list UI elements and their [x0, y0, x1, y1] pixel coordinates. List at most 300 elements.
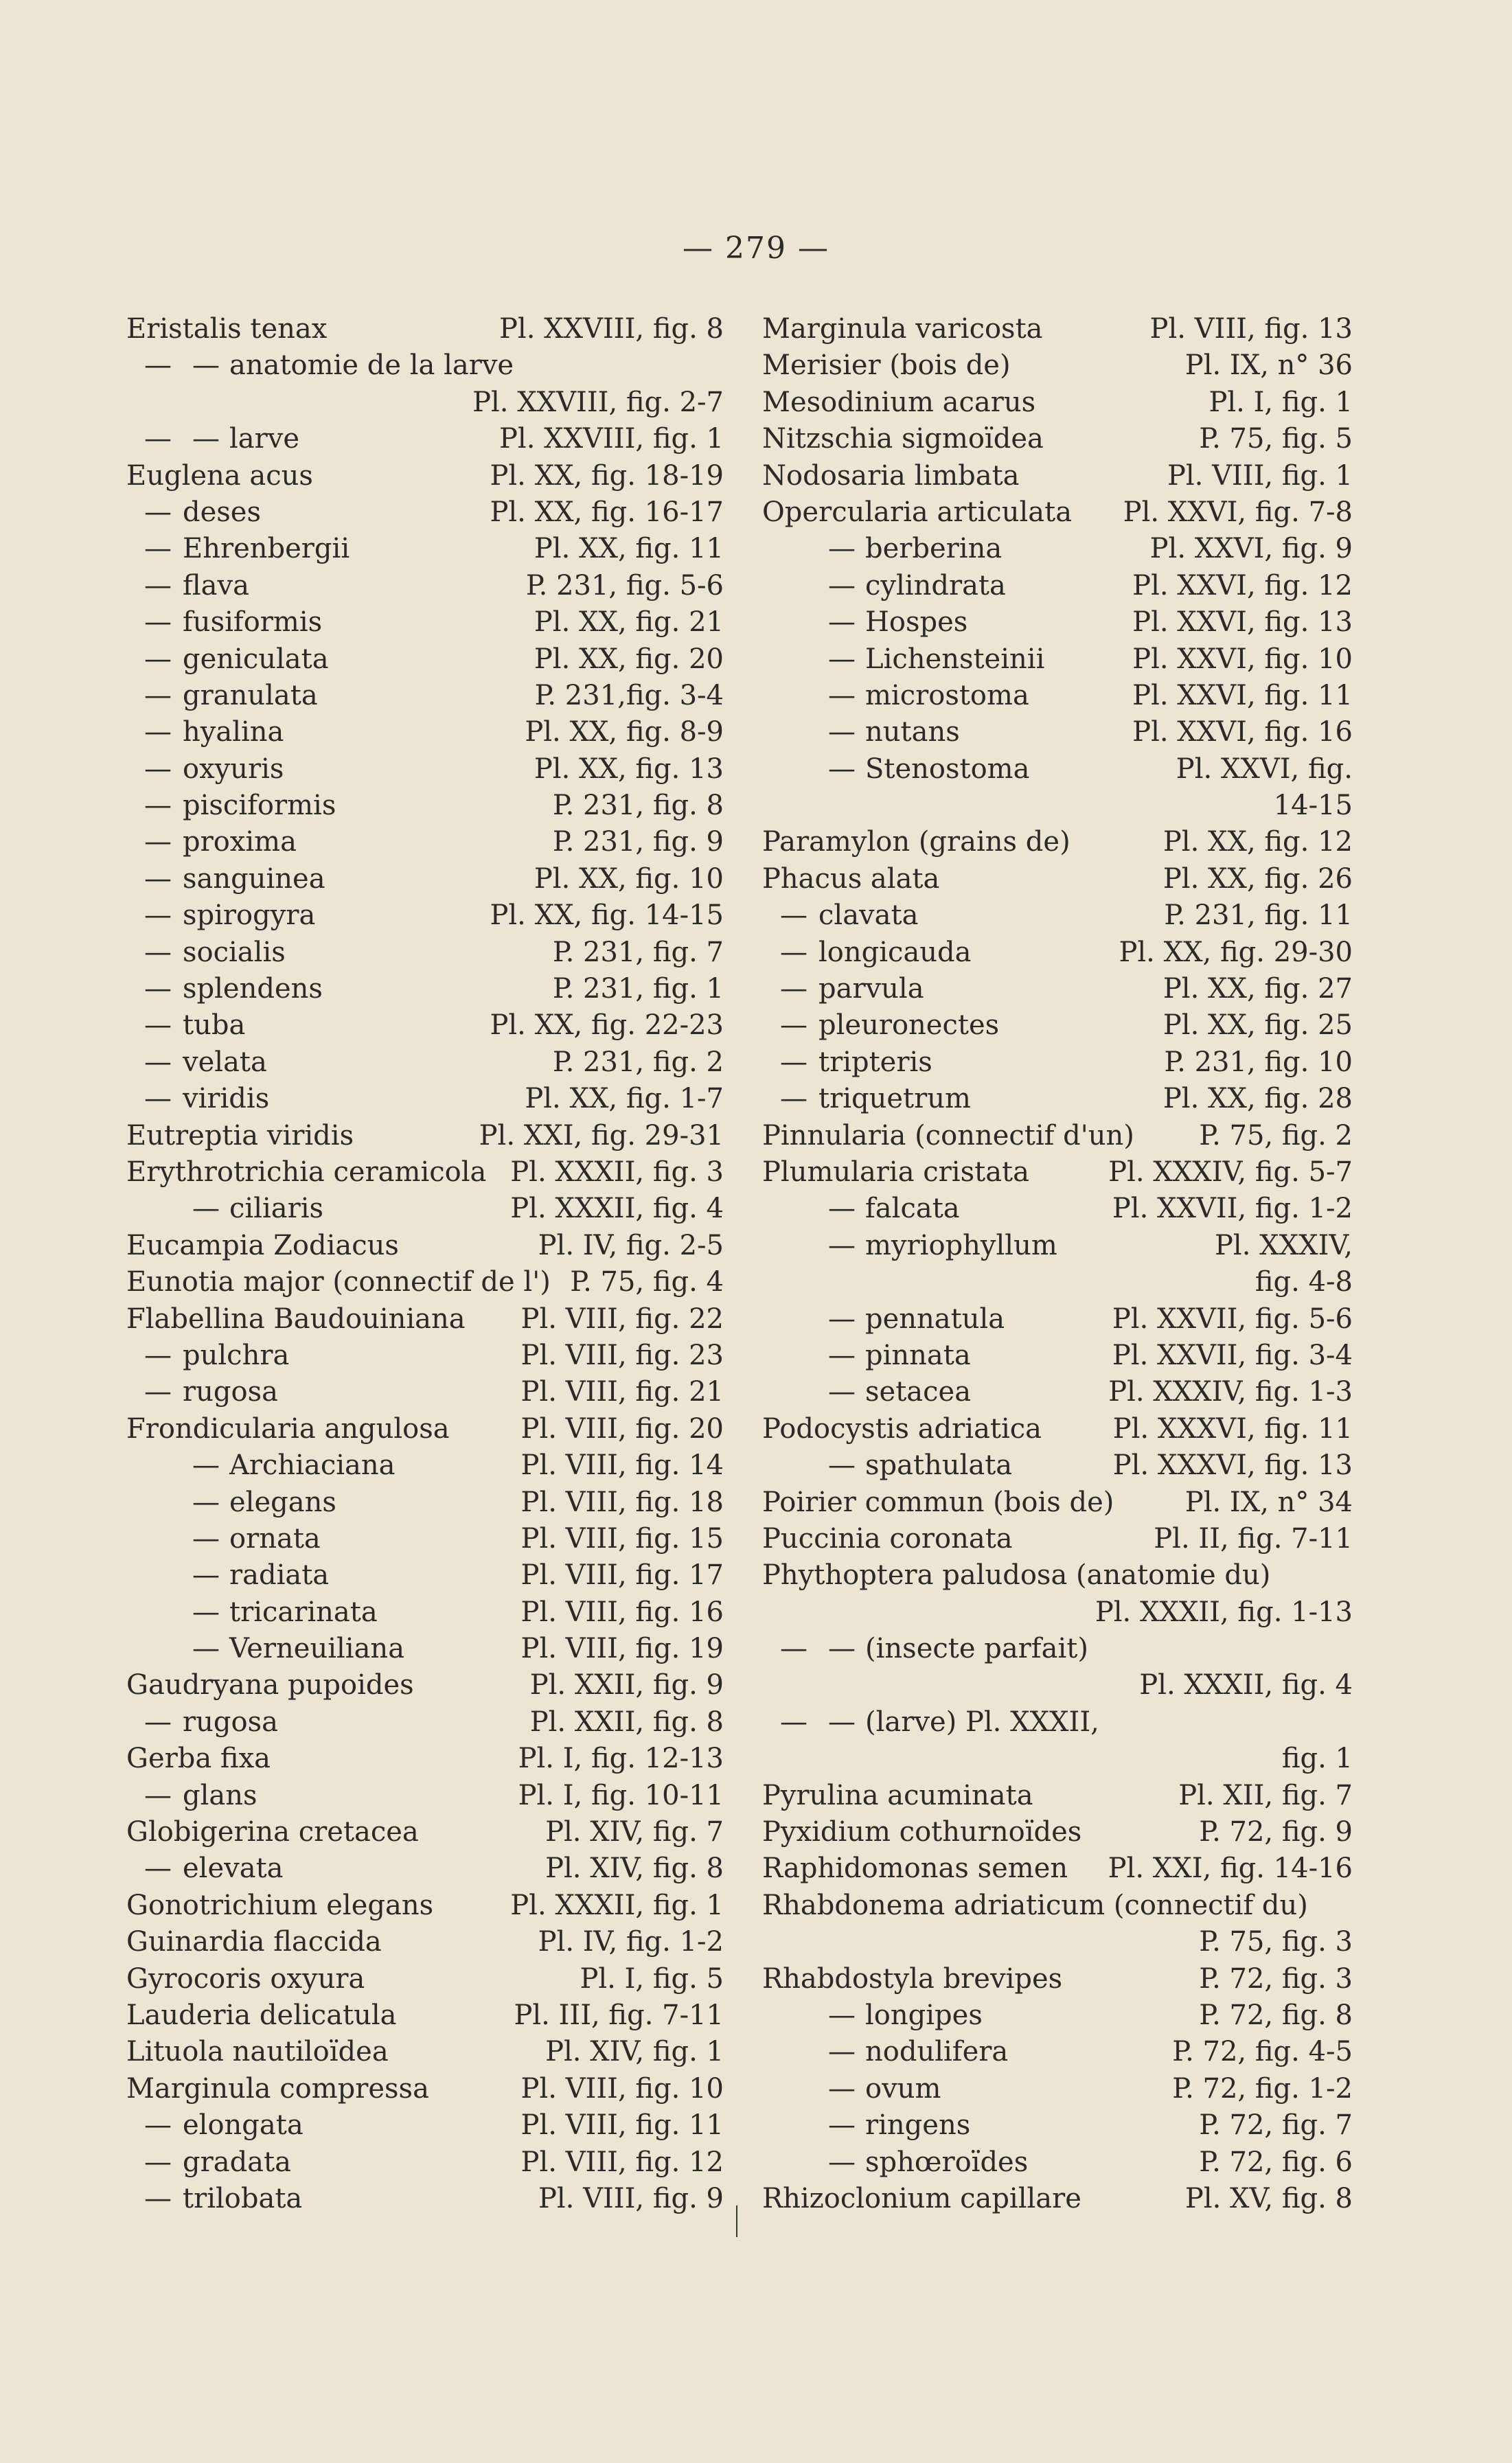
ditto-dash: — — [192, 350, 220, 382]
entry-name: socialis — [183, 936, 286, 968]
entry-reference: Pl. XXXIV, — [1215, 1229, 1353, 1261]
index-entry — [126, 1851, 724, 1887]
ditto-dash: — — [192, 1596, 220, 1628]
index-entry — [126, 1997, 724, 2034]
entry-name: proxima — [183, 826, 297, 858]
entry-name: Gaudryana pupoides — [126, 1669, 414, 1702]
entry-reference: Pl. XX, fig. 11 — [534, 533, 724, 565]
index-entry — [126, 2181, 724, 2217]
entry-name: (larve) Pl. XXXII, — [865, 1706, 1099, 1738]
entry-reference: P. 231, fig. 1 — [552, 973, 724, 1005]
index-entry — [762, 1997, 1353, 2034]
ditto-dash: — — [192, 1193, 220, 1225]
ditto-dash: — — [144, 936, 172, 968]
entry-name: ciliaris — [229, 1193, 324, 1225]
index-entry — [762, 2107, 1353, 2144]
entry-reference: P. 75, fig. 3 — [1199, 1926, 1353, 1958]
ditto-dash: — — [828, 533, 856, 565]
entry-name: Raphidomonas semen — [762, 1853, 1068, 1885]
entry-name: pennatula — [865, 1303, 1005, 1335]
entry-name: Globigerina cretacea — [126, 1816, 419, 1848]
entry-reference: Pl. XXVIII, fig. 1 — [499, 423, 724, 455]
entry-name: deses — [183, 496, 262, 528]
ditto-dash: — — [144, 569, 172, 602]
entry-name: pisciformis — [183, 790, 336, 822]
column-divider — [736, 2206, 737, 2237]
ditto-dash: — — [144, 753, 172, 785]
entry-name: microstoma — [865, 679, 1029, 711]
ditto-dash: — — [828, 2036, 856, 2068]
index-entry — [126, 714, 724, 751]
ditto-dash: — — [828, 716, 856, 748]
entry-reference: fig. 1 — [1281, 1743, 1353, 1775]
ditto-dash: — — [828, 1706, 856, 1738]
entry-name: Rhabdonema adriaticum (connectif du) — [762, 1889, 1308, 1921]
ditto-dash: — — [828, 1339, 856, 1371]
ditto-dash: — — [192, 1559, 220, 1592]
index-entry — [762, 2034, 1353, 2070]
index-entry — [762, 568, 1353, 604]
entry-name: Rhabdostyla brevipes — [762, 1962, 1063, 1995]
index-column-left — [126, 311, 724, 2217]
ditto-dash: — — [144, 643, 172, 675]
entry-name: Gonotrichium elegans — [126, 1889, 434, 1921]
index-entry — [762, 788, 1353, 824]
index-entry — [126, 1154, 724, 1191]
entry-reference: P. 231,fig. 3-4 — [534, 679, 724, 711]
entry-name: Flabellina Baudouiniana — [126, 1303, 466, 1335]
entry-reference: Pl. XXI, fig. 14-16 — [1108, 1853, 1353, 1885]
ditto-dash: — — [828, 753, 856, 785]
entry-reference: Pl. VIII, fig. 22 — [520, 1303, 724, 1335]
ditto-dash: — — [144, 1376, 172, 1408]
entry-name: Nitzschia sigmoïdea — [762, 423, 1044, 455]
index-entry — [126, 531, 724, 567]
index-entry — [762, 421, 1353, 457]
entry-name: rugosa — [183, 1376, 278, 1408]
entry-reference: 14-15 — [1273, 790, 1353, 822]
entry-reference: Pl. XV, fig. 8 — [1184, 2182, 1353, 2214]
entry-reference: Pl. XXII, fig. 8 — [529, 1706, 724, 1738]
index-entry — [762, 494, 1353, 531]
ditto-dash: — — [828, 2072, 856, 2105]
index-entry — [762, 1447, 1353, 1484]
ditto-dash: — — [144, 679, 172, 711]
entry-reference: Pl. XX, fig. 16-17 — [490, 496, 724, 528]
entry-name: Lichensteinii — [865, 643, 1045, 675]
index-entry — [762, 458, 1353, 494]
entry-name: longipes — [865, 1999, 983, 2031]
page-number: — 279 — — [683, 231, 829, 266]
entry-reference: P. 231, fig. 11 — [1164, 900, 1353, 932]
entry-reference: Pl. XX, fig. 12 — [1162, 826, 1353, 858]
ditto-dash: — — [780, 1633, 807, 1665]
entry-reference: Pl. XXVI, fig. 9 — [1149, 533, 1353, 565]
index-entry — [126, 604, 724, 641]
entry-reference: Pl. IV, fig. 1-2 — [538, 1926, 724, 1958]
entry-reference: Pl. VIII, fig. 19 — [520, 1633, 724, 1665]
entry-reference: P. 72, fig. 8 — [1199, 1999, 1353, 2031]
index-entry — [126, 347, 724, 384]
index-entry — [126, 1374, 724, 1410]
entry-name: berberina — [865, 533, 1003, 565]
entry-name: Eutreptia viridis — [126, 1119, 354, 1152]
entry-name: Puccinia coronata — [762, 1522, 1013, 1555]
entry-name: glans — [183, 1779, 257, 1811]
entry-reference: Pl. XXVI, fig. 16 — [1132, 716, 1353, 748]
entry-name: larve — [229, 423, 300, 455]
entry-name: oxyuris — [183, 753, 284, 785]
entry-name: pulchra — [183, 1339, 290, 1371]
entry-reference: P. 231, fig. 9 — [552, 826, 724, 858]
index-entry — [762, 897, 1353, 934]
entry-reference: Pl. III, fig. 7-11 — [514, 1999, 724, 2031]
index-entry — [126, 971, 724, 1007]
entry-reference: Pl. XX, fig. 14-15 — [490, 900, 724, 932]
entry-name: Eucampia Zodiacus — [126, 1229, 399, 1261]
entry-name: Rhizoclonium capillare — [762, 2182, 1081, 2214]
entry-reference: P. 72, fig. 1-2 — [1172, 2072, 1353, 2105]
ditto-dash: — — [828, 2146, 856, 2178]
entry-name: tricarinata — [229, 1596, 378, 1628]
entry-name: Marginula compressa — [126, 2072, 429, 2105]
entry-name: Lauderia delicatula — [126, 1999, 397, 2031]
index-entry — [126, 1338, 724, 1374]
entry-name: Mesodinium acarus — [762, 386, 1036, 418]
index-entry — [762, 1118, 1353, 1154]
index-entry — [762, 861, 1353, 897]
index-entry — [762, 1521, 1353, 1557]
index-entry — [762, 971, 1353, 1007]
entry-reference: Pl. IV, fig. 2-5 — [538, 1229, 724, 1261]
entry-reference: Pl. XXXII, fig. 1-13 — [1095, 1596, 1353, 1628]
entry-name: Poirier commun (bois de) — [762, 1486, 1114, 1518]
entry-name: Plumularia cristata — [762, 1156, 1029, 1188]
entry-name: ringens — [865, 2109, 971, 2142]
entry-reference: Pl. XIV, fig. 1 — [545, 2036, 724, 2068]
entry-reference: Pl. I, fig. 5 — [580, 1962, 724, 1995]
index-entry — [762, 1778, 1353, 1814]
index-entry — [126, 1447, 724, 1484]
entry-reference: Pl. I, fig. 12-13 — [518, 1743, 724, 1775]
ditto-dash: — — [192, 1522, 220, 1555]
entry-name: elongata — [183, 2109, 303, 2142]
ditto-dash: — — [144, 716, 172, 748]
entry-name: Pyrulina acuminata — [762, 1779, 1033, 1811]
entry-reference: Pl. VIII, fig. 23 — [520, 1339, 724, 1371]
index-entry — [762, 641, 1353, 678]
ditto-dash: — — [144, 2182, 172, 2214]
entry-reference: P. 75, fig. 5 — [1199, 423, 1353, 455]
entry-reference: P. 72, fig. 3 — [1199, 1962, 1353, 1995]
entry-reference: Pl. VIII, fig. 21 — [520, 1376, 724, 1408]
entry-reference: Pl. XX, fig. 8-9 — [525, 716, 724, 748]
entry-reference: Pl. XXVI, fig. — [1176, 753, 1353, 785]
entry-reference: P. 72, fig. 7 — [1199, 2109, 1353, 2142]
index-entry — [762, 1191, 1353, 1227]
entry-name: Pyxidium cothurnoïdes — [762, 1816, 1082, 1848]
ditto-dash: — — [828, 606, 856, 639]
index-entry — [126, 1044, 724, 1081]
entry-reference: P. 231, fig. 8 — [552, 790, 724, 822]
entry-reference: Pl. XX, fig. 26 — [1162, 862, 1353, 895]
entry-reference: Pl. VIII, fig. 15 — [520, 1522, 724, 1555]
entry-name: cylindrata — [865, 569, 1006, 602]
index-entry — [762, 1081, 1353, 1117]
ditto-dash: — — [780, 936, 807, 968]
entry-reference: Pl. XX, fig. 10 — [534, 862, 724, 895]
entry-name: Guinardia flaccida — [126, 1926, 382, 1958]
entry-reference: P. 72, fig. 4-5 — [1172, 2036, 1353, 2068]
index-entry — [126, 494, 724, 531]
index-entry — [762, 1154, 1353, 1191]
index-entry — [762, 751, 1353, 788]
index-entry — [126, 751, 724, 788]
entry-reference: Pl. VIII, fig. 9 — [538, 2182, 724, 2214]
index-entry — [762, 1961, 1353, 1997]
index-entry — [126, 1007, 724, 1044]
index-entry — [126, 861, 724, 897]
index-entry — [126, 1924, 724, 1960]
entry-name: anatomie de la larve — [229, 350, 514, 382]
entry-reference: Pl. VIII, fig. 14 — [520, 1450, 724, 1482]
index-entry — [126, 1557, 724, 1594]
index-entry — [762, 2071, 1353, 2107]
entry-name: geniculata — [183, 643, 329, 675]
entry-reference: Pl. XXVI, fig. 13 — [1132, 606, 1353, 639]
entry-reference: Pl. XXXIV, fig. 5-7 — [1108, 1156, 1353, 1188]
entry-reference: P. 231, fig. 10 — [1164, 1046, 1353, 1078]
entry-reference: Pl. IX, n° 36 — [1184, 350, 1353, 382]
ditto-dash: — — [780, 1706, 807, 1738]
index-entry — [126, 421, 724, 457]
index-entry — [762, 1741, 1353, 1777]
index-entry — [126, 935, 724, 971]
entry-name: Frondicularia angulosa — [126, 1412, 450, 1445]
ditto-dash: — — [828, 2109, 856, 2142]
entry-name: pinnata — [865, 1339, 971, 1371]
entry-reference: P. 72, fig. 9 — [1199, 1816, 1353, 1848]
index-entry — [762, 531, 1353, 567]
index-entry — [126, 1961, 724, 1997]
entry-reference: Pl. XXVI, fig. 12 — [1132, 569, 1353, 602]
entry-name: Lituola nautiloïdea — [126, 2036, 389, 2068]
index-entry — [126, 458, 724, 494]
entry-reference: Pl. VIII, fig. 10 — [520, 2072, 724, 2105]
entry-reference: Pl. XXVI, fig. 10 — [1132, 643, 1353, 675]
ditto-dash: — — [144, 826, 172, 858]
ditto-dash: — — [828, 1999, 856, 2031]
entry-reference: Pl. XXVII, fig. 3-4 — [1112, 1339, 1353, 1371]
ditto-dash: — — [144, 973, 172, 1005]
index-entry — [762, 1228, 1353, 1264]
index-entry — [126, 1228, 724, 1264]
index-entry — [762, 1301, 1353, 1338]
entry-reference: P. 72, fig. 6 — [1199, 2146, 1353, 2178]
ditto-dash: — — [780, 1083, 807, 1115]
entry-reference: Pl. VIII, fig. 20 — [520, 1412, 724, 1445]
entry-reference: Pl. II, fig. 7-11 — [1154, 1522, 1353, 1555]
index-column-right — [762, 311, 1353, 2217]
entry-name: Erythrotrichia ceramicola — [126, 1156, 487, 1188]
entry-name: trilobata — [183, 2182, 303, 2214]
index-entry — [762, 1851, 1353, 1887]
entry-reference: P. 231, fig. 5-6 — [525, 569, 724, 602]
ditto-dash: — — [144, 900, 172, 932]
index-entry — [762, 1557, 1353, 1594]
index-entry — [126, 1485, 724, 1521]
entry-name: viridis — [183, 1083, 270, 1115]
entry-reference: Pl. XXXII, fig. 1 — [510, 1889, 724, 1921]
ditto-dash: — — [144, 496, 172, 528]
entry-name: longicauda — [818, 936, 972, 968]
entry-name: clavata — [818, 900, 919, 932]
index-entry — [762, 1374, 1353, 1410]
index-entry — [762, 1888, 1353, 1924]
entry-name: hyalina — [183, 716, 284, 748]
ditto-dash: — — [144, 2109, 172, 2142]
entry-name: Eristalis tenax — [126, 313, 328, 345]
entry-name: Eunotia major (connectif de l') — [126, 1266, 551, 1298]
entry-name: sanguinea — [183, 862, 325, 895]
ditto-dash: — — [828, 679, 856, 711]
entry-reference: Pl. XII, fig. 7 — [1178, 1779, 1353, 1811]
entry-name: parvula — [818, 973, 924, 1005]
index-entry — [126, 1667, 724, 1704]
entry-reference: Pl. XX, fig. 1-7 — [525, 1083, 724, 1115]
entry-reference: Pl. XXXVI, fig. 13 — [1112, 1450, 1353, 1482]
index-entry — [126, 678, 724, 714]
index-entry — [762, 714, 1353, 751]
entry-name: Gerba fixa — [126, 1743, 271, 1775]
index-entry — [126, 897, 724, 934]
index-entry — [762, 1485, 1353, 1521]
ditto-dash: — — [828, 1450, 856, 1482]
entry-reference: Pl. XX, fig. 18-19 — [490, 459, 724, 492]
ditto-dash: — — [192, 423, 220, 455]
entry-name: elevata — [183, 1853, 284, 1885]
entry-name: pleuronectes — [818, 1009, 1000, 1042]
entry-name: spathulata — [865, 1450, 1013, 1482]
entry-name: Stenostoma — [865, 753, 1030, 785]
entry-reference: Pl. XXVIII, fig. 8 — [499, 313, 724, 345]
entry-reference: Pl. IX, n° 34 — [1184, 1486, 1353, 1518]
ditto-dash: — — [144, 1706, 172, 1738]
ditto-dash: — — [144, 1009, 172, 1042]
entry-name: Pinnularia (connectif d'un) — [762, 1119, 1134, 1152]
ditto-dash: — — [144, 1083, 172, 1115]
ditto-dash: — — [780, 973, 807, 1005]
entry-reference: Pl. VIII, fig. 16 — [520, 1596, 724, 1628]
entry-name: flava — [183, 569, 249, 602]
entry-name: (insecte parfait) — [865, 1633, 1088, 1665]
index-entry — [126, 1778, 724, 1814]
entry-reference: Pl. XX, fig. 29-30 — [1119, 936, 1353, 968]
index-entry — [762, 1044, 1353, 1081]
index-entry — [126, 1741, 724, 1777]
index-entry — [762, 385, 1353, 421]
entry-reference: Pl. XXVII, fig. 5-6 — [1112, 1303, 1353, 1335]
ditto-dash: — — [828, 1303, 856, 1335]
entry-name: tuba — [183, 1009, 246, 1042]
index-entry — [126, 2071, 724, 2107]
entry-reference: Pl. XXXII, fig. 3 — [510, 1156, 724, 1188]
index-entry — [126, 2034, 724, 2070]
ditto-dash: — — [828, 1229, 856, 1261]
index-entry — [126, 1118, 724, 1154]
entry-name: nutans — [865, 716, 960, 748]
ditto-dash: — — [144, 2146, 172, 2178]
ditto-dash: — — [144, 1046, 172, 1078]
ditto-dash: — — [192, 1486, 220, 1518]
index-entry — [126, 641, 724, 678]
index-entry — [126, 788, 724, 824]
entry-reference: P. 75, fig. 4 — [570, 1266, 724, 1298]
entry-name: triquetrum — [818, 1083, 971, 1115]
entry-name: gradata — [183, 2146, 291, 2178]
entry-name: Marginula varicosta — [762, 313, 1043, 345]
entry-reference: P. 75, fig. 2 — [1199, 1119, 1353, 1152]
ditto-dash: — — [828, 569, 856, 602]
index-entry — [762, 1814, 1353, 1851]
entry-name: sphœroïdes — [865, 2146, 1029, 2178]
index-entry — [762, 604, 1353, 641]
index-entry — [762, 311, 1353, 347]
index-entry — [762, 1924, 1353, 1960]
ditto-dash: — — [144, 423, 172, 455]
index-entry — [762, 824, 1353, 860]
index-entry — [762, 1264, 1353, 1301]
entry-name: Verneuiliana — [229, 1633, 405, 1665]
entry-reference: Pl. XX, fig. 28 — [1162, 1083, 1353, 1115]
index-entry — [762, 1631, 1353, 1667]
index-entry — [762, 1704, 1353, 1741]
index-entry — [126, 1081, 724, 1117]
ditto-dash: — — [144, 1853, 172, 1885]
entry-name: splendens — [183, 973, 323, 1005]
entry-name: Hospes — [865, 606, 968, 639]
ditto-dash: — — [144, 790, 172, 822]
ditto-dash: — — [144, 1779, 172, 1811]
entry-reference: Pl. XXII, fig. 9 — [529, 1669, 724, 1702]
index-entry — [762, 2181, 1353, 2217]
entry-reference: Pl. XX, fig. 22-23 — [490, 1009, 724, 1042]
entry-reference: Pl. XXXVI, fig. 11 — [1112, 1412, 1353, 1445]
ditto-dash: — — [828, 643, 856, 675]
entry-reference: Pl. XX, fig. 25 — [1162, 1009, 1353, 1042]
entry-name: Gyrocoris oxyura — [126, 1962, 365, 1995]
entry-name: tripteris — [818, 1046, 932, 1078]
entry-reference: Pl. VIII, fig. 17 — [520, 1559, 724, 1592]
index-entry — [126, 1411, 724, 1447]
ditto-dash: — — [780, 1009, 807, 1042]
entry-reference: Pl. I, fig. 1 — [1209, 386, 1353, 418]
index-entry — [762, 935, 1353, 971]
entry-reference: Pl. VIII, fig. 11 — [520, 2109, 724, 2142]
entry-reference: Pl. XX, fig. 21 — [534, 606, 724, 639]
entry-name: Merisier (bois de) — [762, 350, 1011, 382]
entry-reference: Pl. XX, fig. 13 — [534, 753, 724, 785]
index-entry — [126, 1191, 724, 1227]
index-entry — [762, 678, 1353, 714]
entry-reference: fig. 4-8 — [1255, 1266, 1353, 1298]
entry-name: ornata — [229, 1522, 321, 1555]
index-entry — [126, 1888, 724, 1924]
entry-name: fusiformis — [183, 606, 323, 639]
entry-reference: Pl. VIII, fig. 1 — [1167, 459, 1353, 492]
index-entry — [126, 1301, 724, 1338]
entry-reference: Pl. XIV, fig. 8 — [545, 1853, 724, 1885]
